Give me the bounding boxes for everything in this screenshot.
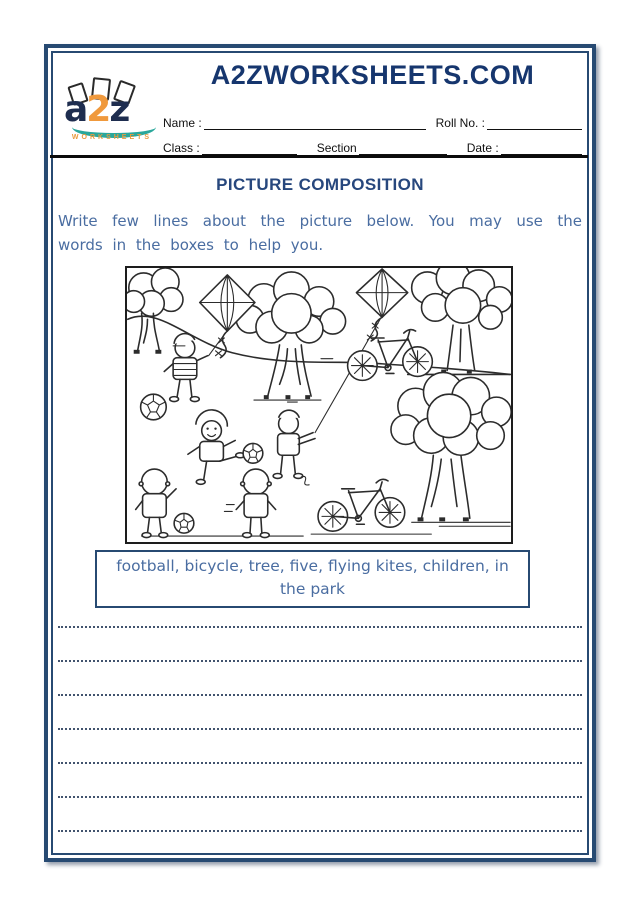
child-kicking-football	[188, 410, 245, 484]
name-field	[204, 116, 426, 130]
logo-letter-a: a	[64, 89, 87, 130]
tree-2	[236, 272, 345, 400]
section-field	[359, 141, 447, 155]
roll-field	[487, 116, 582, 130]
writing-line	[58, 628, 582, 662]
logo-text	[64, 89, 129, 130]
writing-lines	[58, 594, 582, 832]
a2z-logo	[58, 76, 166, 158]
class-label: Class :	[163, 141, 200, 155]
worksheet-heading: PICTURE COMPOSITION	[216, 175, 424, 194]
writing-line	[58, 730, 582, 764]
writing-line	[58, 662, 582, 696]
child-kite-flyer-centre	[273, 410, 315, 485]
class-section-date-row	[163, 135, 582, 155]
class-field	[202, 141, 297, 155]
header-divider	[50, 155, 588, 158]
writing-line	[58, 696, 582, 730]
football-3	[174, 513, 194, 533]
park-illustration-svg	[127, 268, 511, 542]
child-back-view-left	[136, 469, 176, 538]
bicycle-1	[348, 330, 433, 381]
instruction-text: Write few lines about the picture below. You may use the words in the boxes to help you.	[58, 212, 582, 254]
site-title: A2ZWORKSHEETS.COM	[210, 60, 535, 90]
bicycle-2	[318, 479, 405, 531]
logo-subtext: WORKSHEETS	[71, 134, 153, 141]
name-roll-row	[163, 110, 582, 130]
date-field	[501, 141, 582, 155]
tree-4	[391, 372, 511, 522]
logo-letter-2: 2	[86, 89, 110, 130]
logo-letter-z: z	[109, 89, 129, 130]
writing-line	[58, 594, 582, 628]
football-2	[243, 443, 263, 463]
park-illustration	[125, 266, 513, 544]
writing-line	[58, 798, 582, 832]
child-back-view-centre	[224, 469, 275, 538]
student-info-form	[163, 110, 582, 160]
football-1	[141, 394, 167, 420]
writing-line	[58, 764, 582, 798]
date-label: Date :	[466, 141, 499, 155]
child-kite-flyer-striped	[164, 334, 207, 402]
roll-label: Roll No. :	[435, 116, 485, 130]
section-label: Section	[316, 141, 357, 155]
name-label: Name :	[163, 116, 202, 130]
word-helper-box: football, bicycle, tree, five, flying kites, children, in the park	[95, 550, 530, 608]
